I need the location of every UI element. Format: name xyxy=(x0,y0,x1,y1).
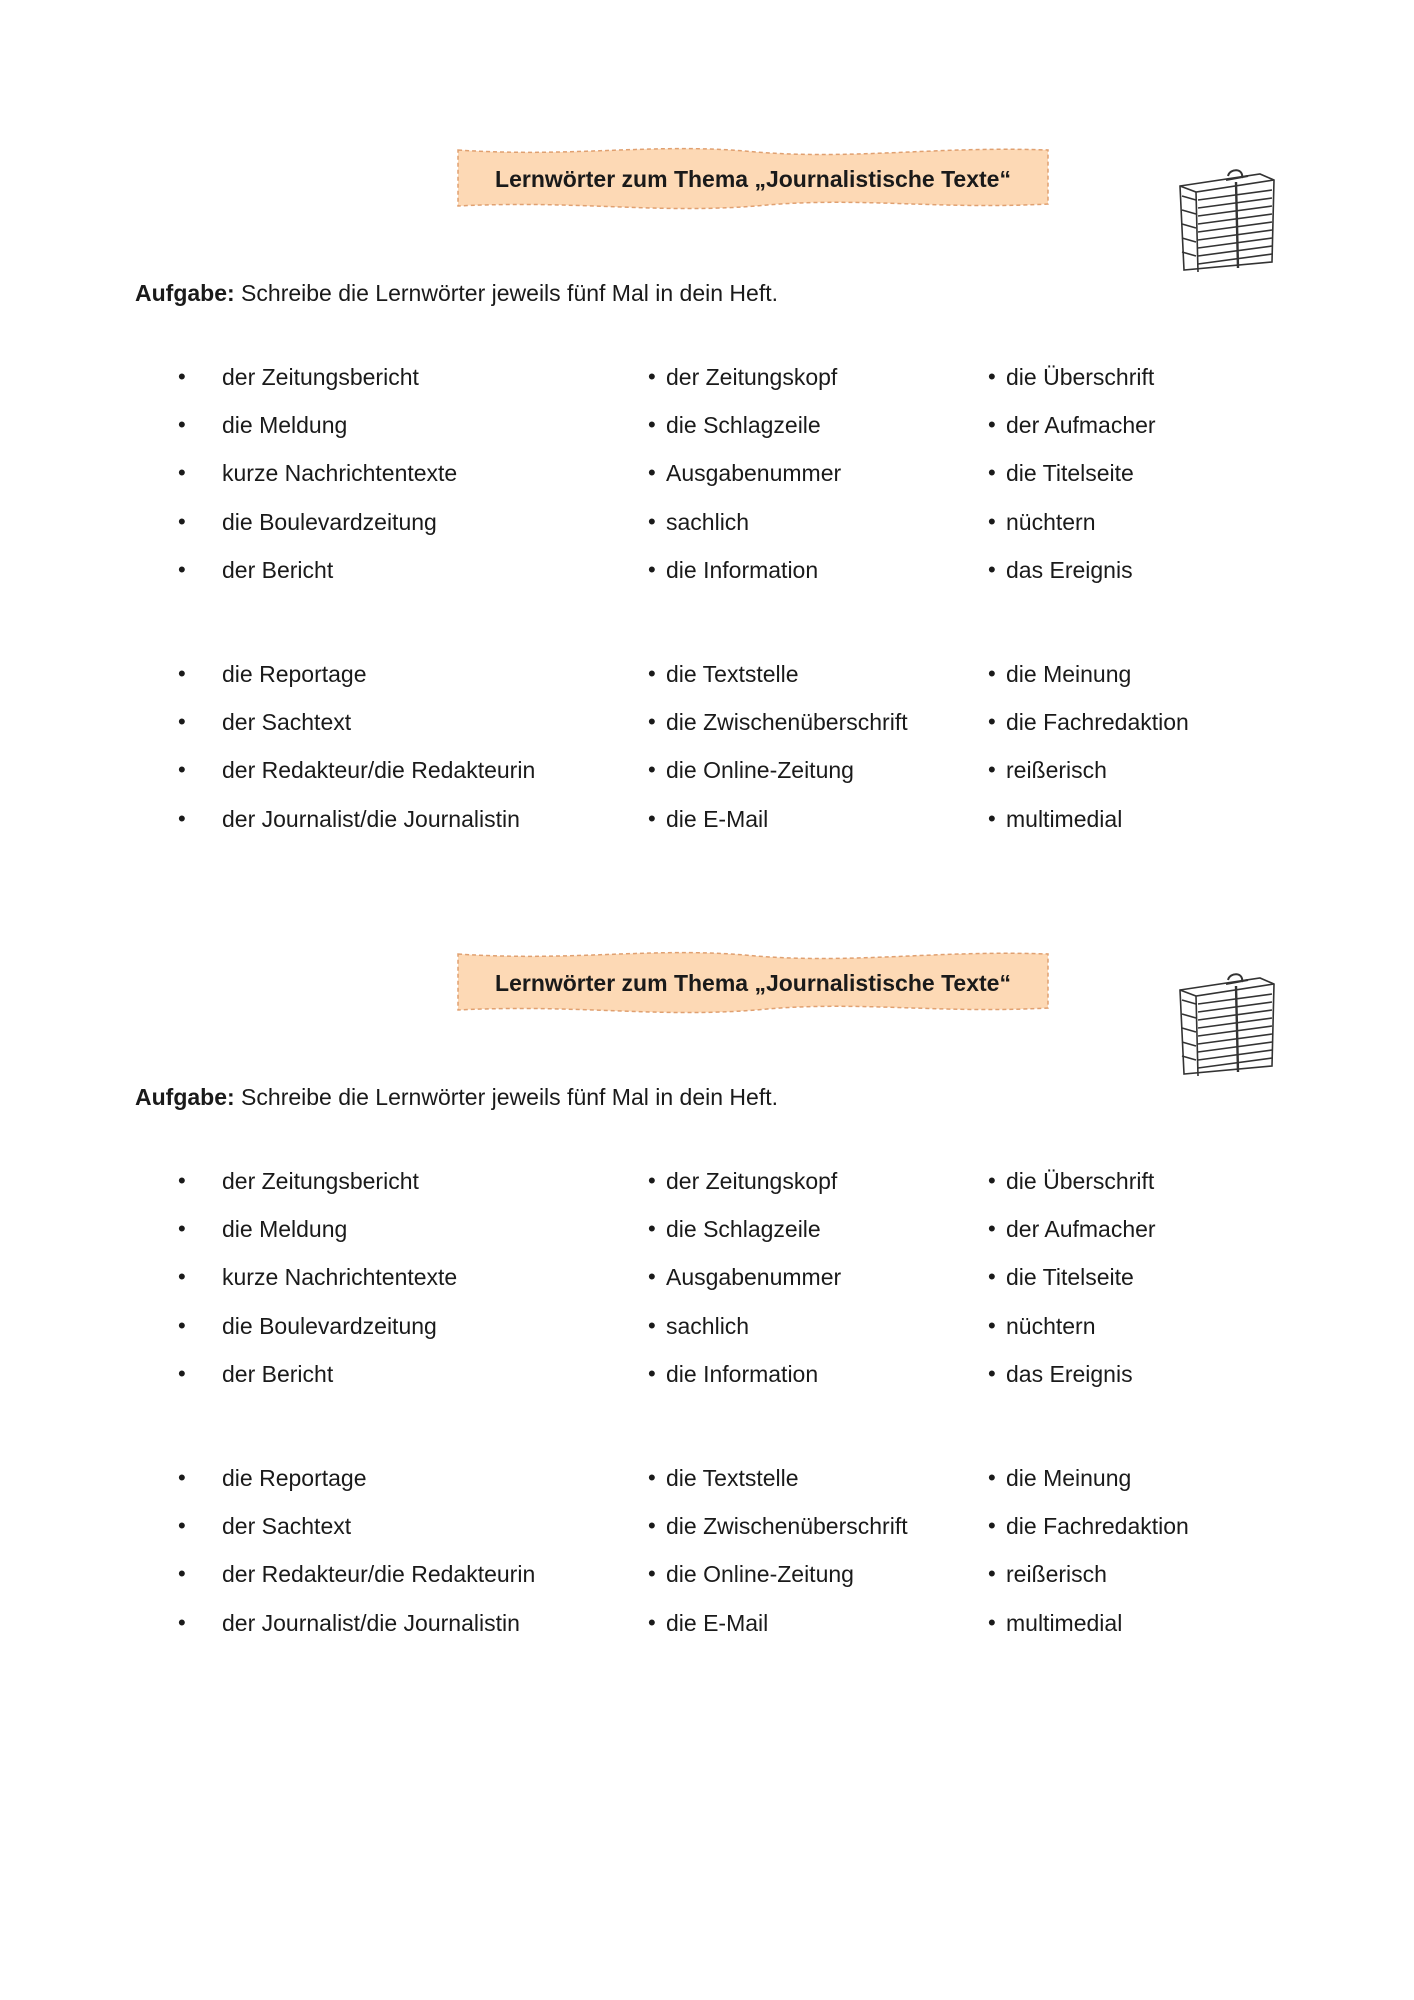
vocabulary-word: die Meldung xyxy=(222,1216,348,1243)
bullet-icon: • xyxy=(988,412,996,438)
vocabulary-word: die Titelseite xyxy=(1006,460,1134,487)
vocabulary-word: die E-Mail xyxy=(666,1609,769,1636)
bullet-icon: • xyxy=(988,661,996,686)
vocabulary-word: multimedial xyxy=(1006,1609,1123,1636)
vocabulary-word: der Sachtext xyxy=(222,1513,352,1540)
vocabulary-word: die E-Mail xyxy=(666,805,769,832)
vocabulary-word: kurze Nachrichtentexte xyxy=(222,460,458,487)
vocabulary-word: nüchtern xyxy=(1006,508,1096,535)
bullet-icon: • xyxy=(988,709,996,735)
bullet-icon: • xyxy=(648,1513,656,1539)
bullet-icon: • xyxy=(648,1465,656,1490)
bullet-icon: • xyxy=(648,508,656,534)
vocabulary-word: die Fachredaktion xyxy=(1006,1513,1189,1540)
page-title: Lernwörter zum Thema „Journalistische Texte“ xyxy=(495,165,1011,192)
vocabulary-word: das Ereignis xyxy=(1006,1360,1133,1387)
task-label: Aufgabe: xyxy=(135,1084,235,1110)
vocabulary-word: die Schlagzeile xyxy=(666,1216,821,1243)
bullet-icon: • xyxy=(648,1264,656,1290)
bullet-icon: • xyxy=(178,1561,186,1587)
vocabulary-word: die Information xyxy=(666,556,819,583)
bullet-icon: • xyxy=(648,1561,656,1587)
vocabulary-word: die Reportage xyxy=(222,1465,367,1491)
vocabulary-word: reißerisch xyxy=(1006,1561,1107,1588)
bullet-icon: • xyxy=(178,460,186,486)
bullet-icon: • xyxy=(988,1264,996,1290)
bullet-icon: • xyxy=(178,412,186,438)
vocabulary-word: Ausgabenummer xyxy=(666,460,842,487)
vocabulary-word: die Meinung xyxy=(1006,1465,1132,1491)
bullet-icon: • xyxy=(988,1513,996,1539)
bullet-icon: • xyxy=(178,1168,186,1193)
vocabulary-word: die Reportage xyxy=(222,661,367,687)
vocabulary-word: die Textstelle xyxy=(666,661,799,687)
vocabulary-word: die Boulevardzeitung xyxy=(222,1312,437,1339)
bullet-icon: • xyxy=(648,1168,656,1193)
vocabulary-word: die Meinung xyxy=(1006,661,1132,687)
bullet-icon: • xyxy=(178,805,186,831)
vocabulary-word: die Information xyxy=(666,1360,819,1387)
bullet-icon: • xyxy=(988,508,996,534)
bullet-icon: • xyxy=(648,1609,656,1635)
task-text: Schreibe die Lernwörter jeweils fünf Mal in dein Heft. xyxy=(234,280,778,306)
bullet-icon: • xyxy=(988,1609,996,1635)
bullet-icon: • xyxy=(648,1360,656,1386)
bullet-icon: • xyxy=(178,508,186,534)
vocabulary-word: der Redakteur/die Redakteurin xyxy=(222,757,536,784)
title-banner xyxy=(456,948,1050,1018)
bullet-icon: • xyxy=(988,1216,996,1242)
vocabulary-word: das Ereignis xyxy=(1006,556,1133,583)
vocabulary-word: reißerisch xyxy=(1006,757,1107,784)
vocabulary-word: die Meldung xyxy=(222,412,348,439)
bullet-icon: • xyxy=(988,1360,996,1386)
vocabulary-word: der Zeitungsbericht xyxy=(222,1168,419,1194)
bullet-icon: • xyxy=(178,1465,186,1490)
bullet-icon: • xyxy=(648,709,656,735)
bullet-icon: • xyxy=(178,1360,186,1386)
vocabulary-word: der Redakteur/die Redakteurin xyxy=(222,1561,536,1588)
newspaper-stack-icon xyxy=(1168,166,1288,276)
bullet-icon: • xyxy=(988,757,996,783)
bullet-icon: • xyxy=(988,364,996,389)
vocabulary-word: der Zeitungskopf xyxy=(666,364,838,390)
bullet-icon: • xyxy=(648,556,656,582)
bullet-icon: • xyxy=(178,556,186,582)
vocabulary-word: die Online-Zeitung xyxy=(666,1561,854,1588)
title-banner xyxy=(456,144,1050,214)
bullet-icon: • xyxy=(988,556,996,582)
task-label: Aufgabe: xyxy=(135,280,235,306)
worksheet-section xyxy=(0,804,1414,1636)
vocabulary-word: der Bericht xyxy=(222,1360,334,1387)
vocabulary-word: die Online-Zeitung xyxy=(666,757,854,784)
bullet-icon: • xyxy=(178,1264,186,1290)
page-title: Lernwörter zum Thema „Journalistische Texte“ xyxy=(495,969,1011,996)
newspaper-stack-icon xyxy=(1168,970,1288,1080)
vocabulary-word: der Zeitungsbericht xyxy=(222,364,419,390)
vocabulary-word: die Überschrift xyxy=(1006,364,1155,390)
task-text: Schreibe die Lernwörter jeweils fünf Mal in dein Heft. xyxy=(234,1084,778,1110)
vocabulary-word: Ausgabenummer xyxy=(666,1264,842,1291)
bullet-icon: • xyxy=(178,1312,186,1338)
vocabulary-word: sachlich xyxy=(666,1312,750,1339)
vocabulary-word: die Zwischenüberschrift xyxy=(666,709,908,736)
bullet-icon: • xyxy=(648,412,656,438)
vocabulary-word: der Journalist/die Journalistin xyxy=(222,805,520,832)
vocabulary-word: die Schlagzeile xyxy=(666,412,821,439)
bullet-icon: • xyxy=(648,364,656,389)
bullet-icon: • xyxy=(988,805,996,831)
worksheet-section xyxy=(0,0,1414,832)
bullet-icon: • xyxy=(178,1513,186,1539)
bullet-icon: • xyxy=(178,709,186,735)
bullet-icon: • xyxy=(648,1216,656,1242)
bullet-icon: • xyxy=(988,1168,996,1193)
vocabulary-word: die Zwischenüberschrift xyxy=(666,1513,908,1540)
bullet-icon: • xyxy=(178,757,186,783)
task-instruction xyxy=(135,1084,778,1111)
vocabulary-word: der Bericht xyxy=(222,556,334,583)
bullet-icon: • xyxy=(648,661,656,686)
vocabulary-word: multimedial xyxy=(1006,805,1123,832)
vocabulary-word: kurze Nachrichtentexte xyxy=(222,1264,458,1291)
vocabulary-word: die Textstelle xyxy=(666,1465,799,1491)
task-instruction xyxy=(135,280,778,307)
bullet-icon: • xyxy=(988,1312,996,1338)
bullet-icon: • xyxy=(178,661,186,686)
vocabulary-word: der Aufmacher xyxy=(1006,1216,1156,1243)
bullet-icon: • xyxy=(178,364,186,389)
vocabulary-word: die Boulevardzeitung xyxy=(222,508,437,535)
bullet-icon: • xyxy=(648,805,656,831)
vocabulary-word: der Sachtext xyxy=(222,709,352,736)
vocabulary-word: der Zeitungskopf xyxy=(666,1168,838,1194)
bullet-icon: • xyxy=(988,1465,996,1490)
vocabulary-word: die Fachredaktion xyxy=(1006,709,1189,736)
vocabulary-word: sachlich xyxy=(666,508,750,535)
vocabulary-word: die Überschrift xyxy=(1006,1168,1155,1194)
bullet-icon: • xyxy=(648,1312,656,1338)
bullet-icon: • xyxy=(648,757,656,783)
vocabulary-word: nüchtern xyxy=(1006,1312,1096,1339)
bullet-icon: • xyxy=(178,1216,186,1242)
bullet-icon: • xyxy=(648,460,656,486)
vocabulary-word: der Journalist/die Journalistin xyxy=(222,1609,520,1636)
bullet-icon: • xyxy=(178,1609,186,1635)
bullet-icon: • xyxy=(988,1561,996,1587)
vocabulary-word: die Titelseite xyxy=(1006,1264,1134,1291)
vocabulary-word: der Aufmacher xyxy=(1006,412,1156,439)
bullet-icon: • xyxy=(988,460,996,486)
